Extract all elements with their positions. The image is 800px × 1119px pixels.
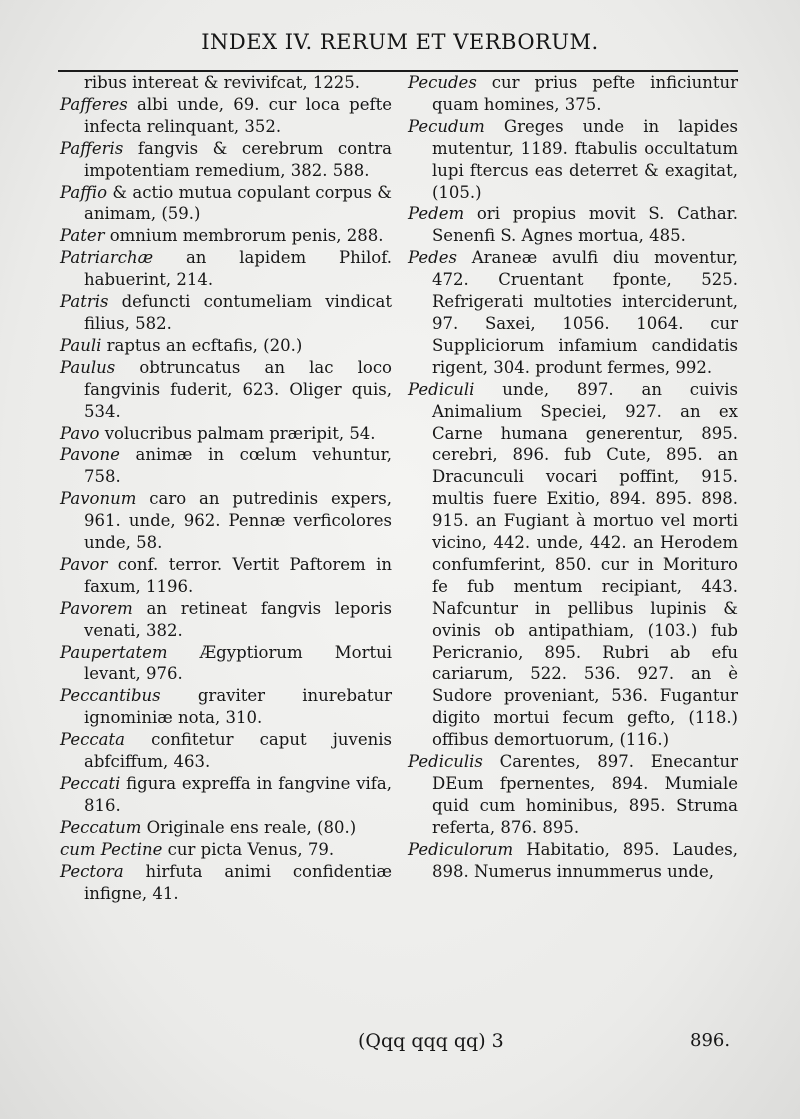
entry-headword: Pecudum xyxy=(408,116,485,136)
entry-headword: Pavonum xyxy=(60,489,137,509)
entry-headword: Patris xyxy=(60,292,109,312)
running-head: INDEX IV. RERUM ET VERBORUM. xyxy=(201,30,599,54)
index-entry xyxy=(60,291,392,335)
entry-headword: Pediculorum xyxy=(408,839,514,859)
entry-text: Carentes, 897. Enecantur DEum fpernentes, 894. Mumiale quid cum hominibus, 895. Struma referta, 876. 895. xyxy=(432,752,738,837)
entry-text: albi unde, 69. cur loca pefte infecta relinquant, 352. xyxy=(84,94,392,136)
index-entry xyxy=(60,72,392,94)
entry-headword: Pauli xyxy=(60,335,102,355)
entry-headword: Pecudes xyxy=(408,73,477,92)
entry-headword: Pavo xyxy=(60,423,100,443)
entry-text: Habitatio, 895. Laudes, 898. Numerus innummerus unde, xyxy=(432,839,738,881)
entry-headword: Paupertatem xyxy=(60,642,168,662)
entry-text: graviter inurebatur ignominiæ nota, 310. xyxy=(84,686,392,728)
entry-text: volucribus palmam præripit, 54. xyxy=(99,423,376,443)
index-entry xyxy=(408,839,738,883)
index-entry xyxy=(60,488,392,554)
index-entry xyxy=(60,138,392,182)
entry-text: defuncti contumeliam vindicat filius, 582. xyxy=(84,292,392,333)
entry-text: confitetur caput juvenis abfciffum, 463. xyxy=(84,730,392,772)
index-entry xyxy=(408,751,738,839)
index-entry xyxy=(60,729,392,773)
entry-headword: Paulus xyxy=(60,357,116,377)
index-entry xyxy=(408,116,738,204)
index-entry xyxy=(408,379,738,751)
entry-text: Originale ens reale, (80.) xyxy=(141,817,357,837)
entry-text: conf. terror. Vertit Paftorem in faxum, 1196. xyxy=(84,554,392,596)
entry-text: & actio mutua copulant corpus & animam, (59.) xyxy=(84,182,392,224)
index-entry xyxy=(408,247,738,378)
entry-headword: Peccatum xyxy=(60,817,142,837)
index-entry xyxy=(60,685,392,729)
entry-headword: Peccati xyxy=(60,774,121,793)
entry-headword: Pedem xyxy=(408,204,465,224)
right-column xyxy=(408,72,738,1032)
index-entry xyxy=(60,861,392,905)
entry-text: Ægyptiorum Mortui levant, 976. xyxy=(84,642,392,684)
index-entry xyxy=(60,817,392,839)
index-entry xyxy=(60,247,392,291)
index-entry xyxy=(60,225,392,247)
signature-mark: (Qqq qqq qq) 3 xyxy=(358,1030,504,1052)
entry-text: Greges unde in lapides mutentur, 1189. ftabulis occultatum lupi ftercus eas deterret & exagitat, (105.) xyxy=(432,116,738,202)
entry-headword: Peccantibus xyxy=(60,686,161,706)
index-entry xyxy=(60,773,392,817)
entry-text: an retineat fangvis leporis venati, 382. xyxy=(84,598,392,640)
entry-text: animæ in cœlum vehuntur, 758. xyxy=(84,445,392,487)
entry-text: caro an putredinis expers, 961. unde, 962. Pennæ verficolores unde, 58. xyxy=(84,489,392,553)
entry-headword: Pediculi xyxy=(408,379,475,399)
entry-text: cur prius pefte inficiuntur quam homines, 375. xyxy=(432,73,738,114)
entry-headword: Pectora xyxy=(60,861,124,881)
index-entry xyxy=(60,642,392,686)
index-entry xyxy=(60,444,392,488)
entry-headword: Pafferes xyxy=(60,94,128,114)
index-entry xyxy=(60,598,392,642)
entry-headword: Pedes xyxy=(408,248,457,268)
entry-text: an lapidem Philof. habuerint, 214. xyxy=(84,248,392,290)
entry-headword: Pavor xyxy=(60,554,108,574)
page-footer xyxy=(0,1030,800,1060)
entry-text: fangvis & cerebrum contra impotentiam remedium, 382. 588. xyxy=(84,138,392,180)
index-entry xyxy=(60,94,392,138)
index-entry xyxy=(60,335,392,357)
entry-text: unde, 897. an cuivis Animalium Speciei, 927. an ex Carne humana generentur, 895. cerebri, 896. fub Cute, 895. an Dracunculi vocari poffint, 915. multis fuere Exitio, 894. 895. 898. 915. an Fugiant à mortuo vel morti vicino, 442. unde, 442. an Herodem confumferint, 850. cur in Morituro fe fub mentum recipiant, 443. Nafcuntur in pellibus lupinis & ovinis ob antipathiam, (103.) fub Pericranio, 895. Rubri ab efu cariarum, 522. 536. 927. an è Sudore proveniant, 536. Fugantur digito mortui fecum gefto, (118.) offibus demortuorum, (116.) xyxy=(432,379,738,750)
entry-headword: Patriarchæ xyxy=(60,248,154,268)
entry-text: obtruncatus an lac loco fangvinis fuderit, 623. Oliger quis, 534. xyxy=(84,357,392,421)
index-entry xyxy=(60,554,392,598)
entry-headword: Pavorem xyxy=(60,598,133,618)
index-entry xyxy=(408,72,738,116)
entry-headword: Pafferis xyxy=(60,138,124,158)
index-entry xyxy=(60,182,392,226)
entry-text: cur picta Venus, 79. xyxy=(162,839,335,859)
index-entry xyxy=(60,839,392,861)
index-entry xyxy=(408,203,738,247)
entry-text: ori propius movit S. Cathar. Senenfi S. Agnes mortua, 485. xyxy=(432,204,738,246)
entry-headword: Pavone xyxy=(60,445,120,465)
entry-text: hirfuta animi confidentiæ infigne, 41. xyxy=(84,861,392,903)
entry-text: raptus an ecftafis, (20.) xyxy=(101,335,303,355)
entry-text: Araneæ avulfi diu moventur, 472. Cruentant fponte, 525. Refrigerati multoties interciderunt, 97. Saxei, 1056. 1064. cur Suppliciorum infamium candidatis rigent, 304. produnt fermes, 992. xyxy=(432,248,738,377)
entry-text: figura expreffa in fangvine vifa, 816. xyxy=(84,774,392,815)
entry-headword: Peccata xyxy=(60,730,125,750)
page-number: 896. xyxy=(690,1030,731,1051)
index-entry xyxy=(60,423,392,445)
entry-headword: Pater xyxy=(60,226,105,246)
entry-text: ribus intereat & revivifcat, 1225. xyxy=(84,73,361,92)
left-column xyxy=(60,72,392,1032)
index-entry xyxy=(60,357,392,423)
entry-text: omnium membrorum penis, 288. xyxy=(104,226,384,246)
entry-headword: Pediculis xyxy=(408,752,483,772)
entry-headword: cum Pectine xyxy=(60,839,163,859)
entry-headword: Paffio xyxy=(60,182,108,202)
